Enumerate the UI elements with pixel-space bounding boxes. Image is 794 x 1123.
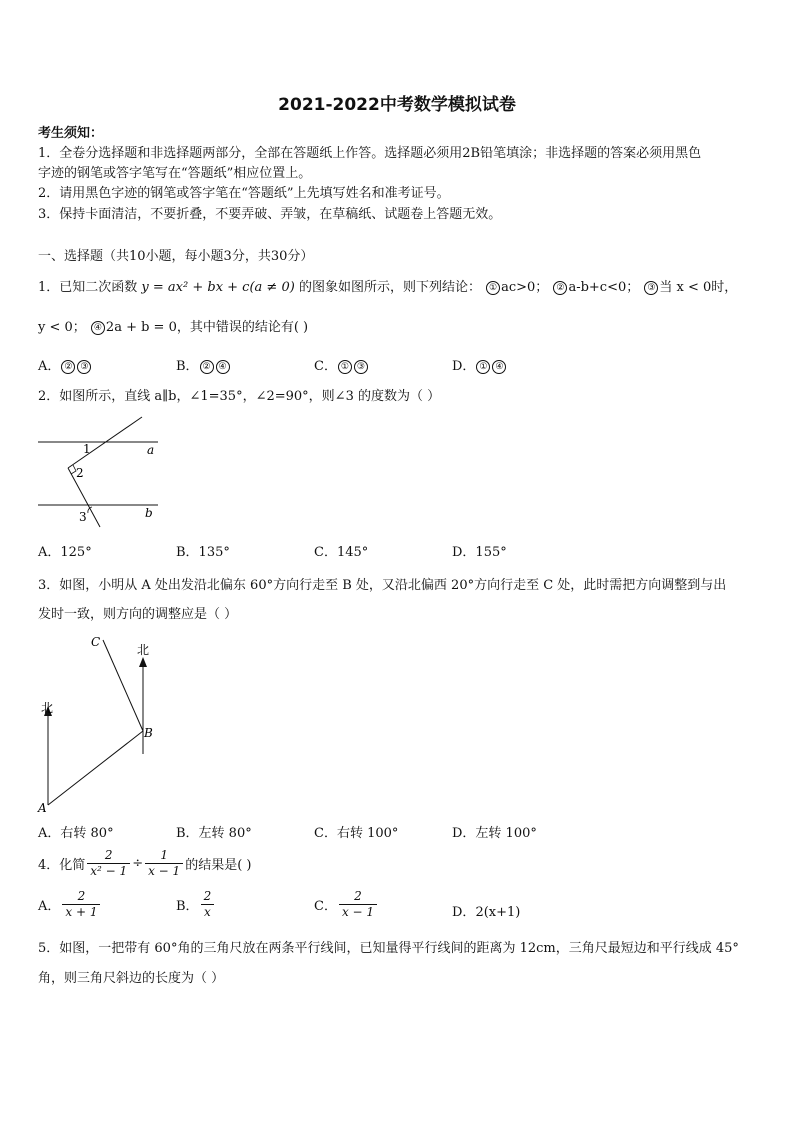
q4-option-c[interactable] [314,889,379,920]
point-b-label: B [144,726,153,740]
q4-f1-denominator: x² − 1 [90,864,128,878]
q1-option-b-label: B． [176,359,199,374]
q4-fraction-1 [87,848,130,879]
q4-f2-numerator: 1 [145,848,183,864]
notice-item-1: 1．全卷分选择题和非选择题两部分，全部在答题纸上作答。选择题必须用2B铅笔填涂；非选择题的答案必须用黑色 [38,146,702,161]
q1-option-b-c1: ② [200,360,214,374]
q1-option-b[interactable] [176,355,231,374]
q4-option-a-label: A． [38,899,61,914]
north-label-b: 北 [137,643,150,657]
q4-option-c-num: 2 [339,889,377,905]
q1-option-a[interactable] [38,355,92,374]
q3-direction-figure [30,630,170,815]
q1-option-a-c1: ② [61,360,75,374]
q4-option-d-text: 2(x+1) [475,905,521,920]
q3-option-b[interactable]: B．左转 80° [176,826,252,841]
question-5-line-2: 角，则三角尺斜边的长度为（ ） [38,971,225,986]
q4-f2-denominator: x − 1 [148,864,181,878]
question-1-line-1 [38,276,737,295]
q4-option-b-num: 2 [201,889,215,905]
q4-divide-sign: ÷ [132,856,144,871]
north-label-a: 北 [41,701,54,715]
q4-fraction-2 [145,848,183,879]
q4-option-a-num: 2 [62,889,100,905]
q1-option-c-c2: ③ [354,360,368,374]
q1-stmt-2: a-b+c<0； [568,280,640,295]
q1-option-d-c2: ④ [492,360,506,374]
q4-option-a-den: x + 1 [65,905,98,919]
q2-option-d[interactable]: D．155° [452,545,507,560]
notice-heading: 考生须知： [38,126,104,141]
q1-circle-3: ③ [644,281,658,295]
q1-option-b-c2: ④ [216,360,230,374]
notice-item-1-cont: 字迹的钢笔或答字笔写在“答题纸”相应位置上。 [38,166,312,181]
question-5-line-1: 5．如图，一把带有 60°角的三角尺放在两条平行线间，已知量得平行线间的距离为 12cm，三角尺最短边和平行线成 45° [38,941,739,956]
q1-stmt-3: 当 x < 0时， [659,280,738,295]
q1-option-a-label: A． [38,359,61,374]
q3-option-a[interactable]: A．右转 80° [38,826,114,841]
q4-option-b-den: x [203,905,211,919]
q1-circle-2: ② [553,281,567,295]
angle-2-label: 2 [76,466,84,480]
q2-option-a[interactable]: A．125° [38,545,92,560]
question-3-line-2: 发时一致，则方向的调整应是（ ） [38,607,238,622]
q1-option-c-c1: ① [338,360,352,374]
q4-f1-numerator: 2 [87,848,130,864]
q4-suffix: 的结果是( ) [185,858,252,873]
line-a-label: a [147,443,155,457]
notice-item-2: 2．请用黑色字迹的钢笔或答字笔在“答题纸”上先填写姓名和准考证号。 [38,186,450,201]
notice-item-3: 3．保持卡面清洁，不要折叠，不要弄破、弄皱，在草稿纸、试题卷上答题无效。 [38,207,502,222]
q4-option-c-den: x − 1 [341,905,375,919]
q3-option-d[interactable]: D．左转 100° [452,826,537,841]
q1-option-d-c1: ① [476,360,490,374]
q4-option-d-label: D． [452,905,476,920]
q1-stmt-4: 2a + b = 0，其中错误的结论有( ) [105,320,309,335]
q1-option-a-c2: ③ [77,360,91,374]
q1-option-c[interactable] [314,355,369,374]
q4-option-c-label: C． [314,899,337,914]
q1-option-c-label: C． [314,359,337,374]
q1-option-d[interactable] [452,355,507,374]
q1-circle-4: ④ [91,321,105,335]
angle-3-label: 3 [79,510,87,524]
q1-prefix: 1．已知二次函数 [38,280,138,295]
q4-option-a[interactable] [38,889,102,920]
question-2-text: 2．如图所示，直线 a∥b，∠1=35°，∠2=90°，则∠3 的度数为（ ） [38,389,441,404]
page-title: 2021-2022中考数学模拟试卷 [278,95,516,115]
section-heading: 一、选择题（共10小题，每小题3分，共30分） [38,249,314,264]
q1-line2a: y < 0； [38,320,86,335]
angle-1-label: 1 [83,442,91,456]
point-a-label: A [38,801,47,815]
question-4-text [38,848,251,879]
q4-option-d[interactable] [452,901,520,920]
question-3-line-1: 3．如图，小明从 A 处出发沿北偏东 60°方向行走至 B 处，又沿北偏西 20°方向行走至 C 处，此时需把方向调整到与出 [38,578,727,593]
q3-option-c[interactable]: C．右转 100° [314,826,399,841]
line-b-label: b [145,506,153,520]
q1-expression: y = ax² + bx + c(a ≠ 0) [141,280,295,295]
q2-option-c[interactable]: C．145° [314,545,369,560]
question-1-line-2 [38,316,308,335]
q1-mid: 的图象如图所示，则下列结论： [298,280,481,295]
q4-option-b-label: B． [176,899,199,914]
q1-stmt-1: ac>0； [501,280,549,295]
q1-option-d-label: D． [452,359,476,374]
q1-circle-1: ① [486,281,500,295]
segment-ab [48,731,143,805]
q4-prefix: 4．化简 [38,858,86,873]
q4-option-b[interactable] [176,889,216,920]
point-c-label: C [91,635,101,649]
q2-option-b[interactable]: B．135° [176,545,230,560]
q2-parallel-lines-figure [30,415,170,530]
